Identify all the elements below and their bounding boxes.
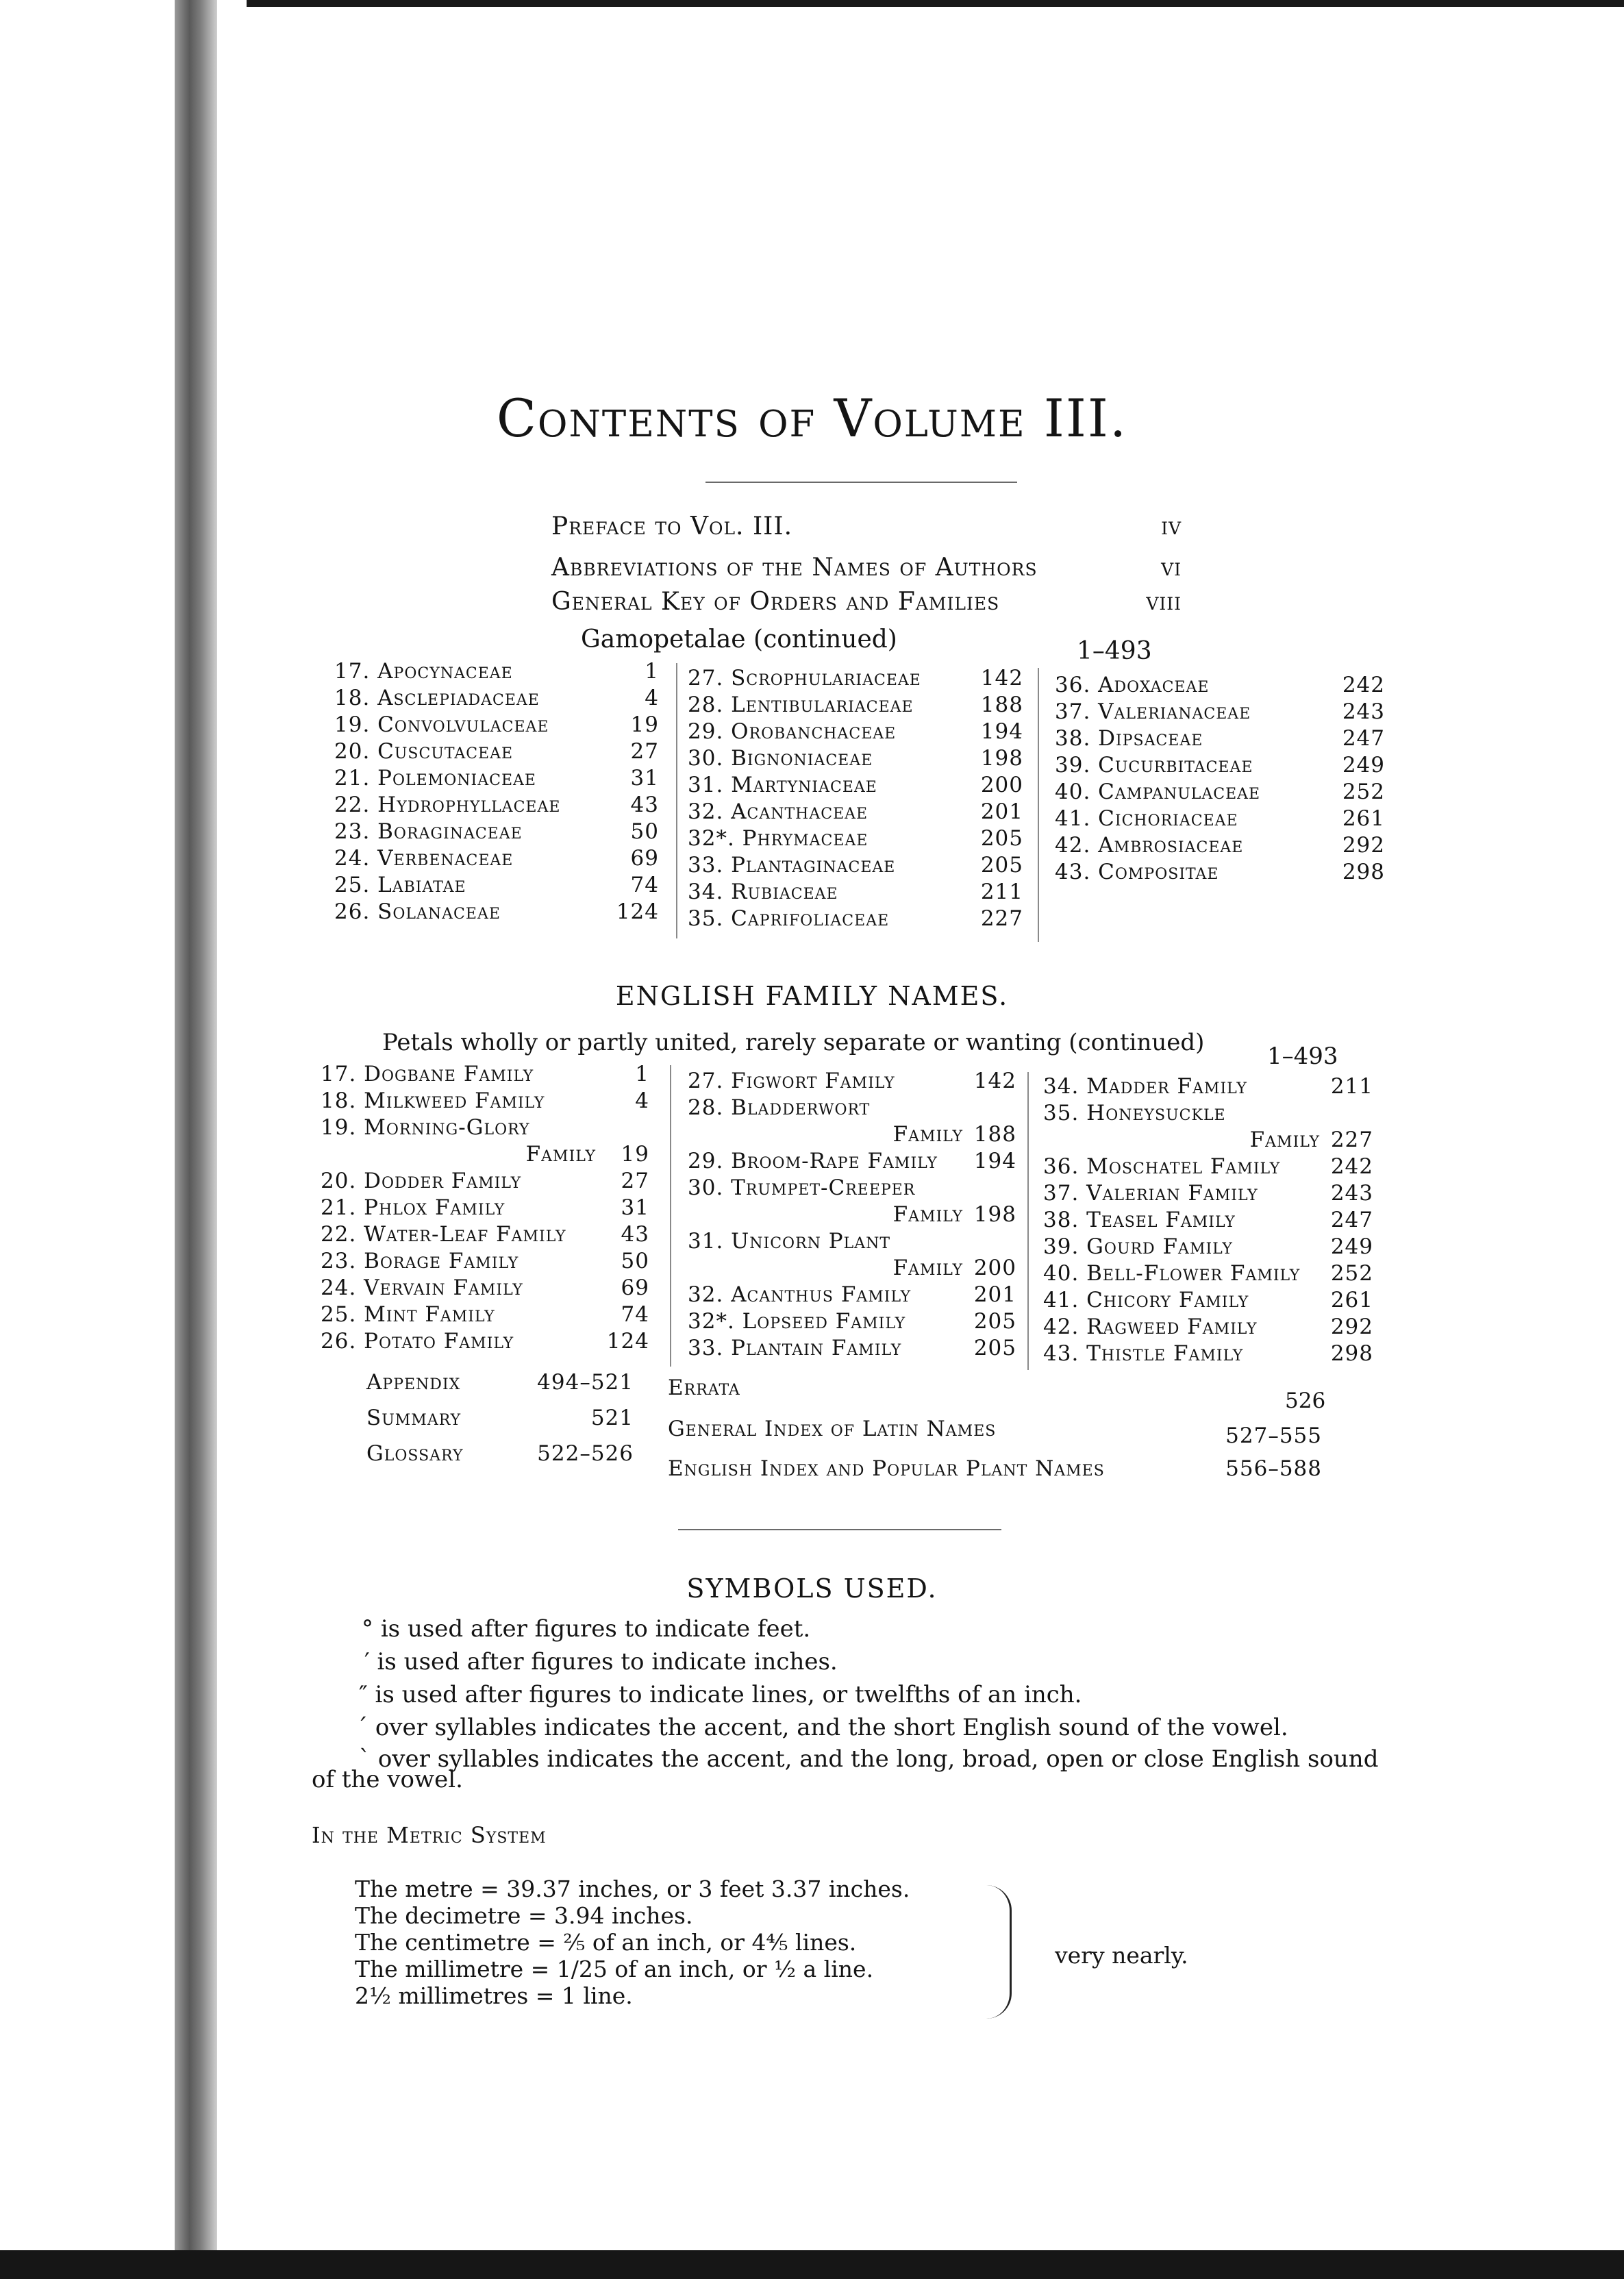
- back-matter-page: 522–526: [537, 1441, 634, 1466]
- symbol-mark: ˊ: [356, 1714, 368, 1741]
- symbol-line-feet: [362, 1615, 810, 1643]
- back-matter-errata-page: 526: [1285, 1388, 1326, 1413]
- front-matter-page: viii: [1146, 588, 1182, 616]
- toc-entry-page: 200: [973, 1256, 1016, 1280]
- symbol-text: is used after figures to indicate feet.: [380, 1615, 811, 1643]
- symbol-line-long-accent: [359, 1745, 1378, 1773]
- column-divider: [1038, 668, 1039, 942]
- toc-entry-page: 69: [630, 846, 659, 871]
- toc-entry-page: 205: [973, 1336, 1016, 1360]
- toc-entry-label: Family: [892, 1122, 963, 1147]
- toc-entry-label: 18. Asclepiadaceae: [334, 686, 540, 710]
- toc-entry-label: 30. Trumpet-Creeper: [688, 1175, 916, 1200]
- toc-entry: [321, 1249, 649, 1275]
- toc-entry-label: 43. Compositae: [1055, 860, 1219, 884]
- symbol-text: is used after figures to indicate inches.: [377, 1648, 838, 1676]
- toc-entry-page: 198: [973, 1202, 1016, 1227]
- symbols-heading: SYMBOLS USED.: [686, 1573, 938, 1604]
- toc-entry-page: 205: [973, 1309, 1016, 1334]
- back-matter-appendix: [366, 1370, 634, 1397]
- toc-entry-label: 21. Phlox Family: [321, 1195, 505, 1220]
- latin-group-pages: 1–493: [1077, 637, 1152, 665]
- toc-entry-label: 22. Water-Leaf Family: [321, 1222, 566, 1247]
- back-matter-glossary: [366, 1441, 634, 1469]
- toc-entry: [321, 1222, 649, 1249]
- toc-entry: [688, 1309, 1016, 1336]
- toc-entry: [688, 880, 1023, 906]
- toc-entry: [321, 1062, 649, 1088]
- toc-entry: [688, 853, 1023, 880]
- toc-entry: [334, 712, 659, 739]
- toc-entry-page: 227: [1330, 1128, 1373, 1152]
- toc-entry-label: 27. Figwort Family: [688, 1069, 895, 1093]
- english-group-pages: 1–493: [1267, 1043, 1338, 1070]
- toc-entry-label: 35. Honeysuckle: [1043, 1101, 1226, 1125]
- toc-entry-page: 252: [1342, 780, 1385, 804]
- symbol-line-lines: [359, 1681, 1082, 1708]
- toc-entry: [1043, 1341, 1373, 1368]
- toc-entry-label: 28. Bladderwort: [688, 1095, 871, 1120]
- toc-entry: [334, 899, 659, 926]
- toc-entry-label: 24. Verbenaceae: [334, 846, 514, 871]
- toc-entry: [1043, 1181, 1373, 1208]
- toc-entry-page: 194: [973, 1149, 1016, 1173]
- toc-entry-label: 35. Caprifoliaceae: [688, 906, 890, 931]
- toc-entry: [1055, 780, 1385, 806]
- front-matter-label: Preface to Vol. III.: [551, 512, 793, 540]
- column-divider: [676, 663, 677, 938]
- english-group-label: Petals wholly or partly united, rarely separate or wanting (continued): [382, 1029, 1205, 1056]
- toc-entry-label: 33. Plantain Family: [688, 1336, 902, 1360]
- toc-entry: [321, 1142, 649, 1169]
- toc-entry-label: 17. Dogbane Family: [321, 1062, 534, 1086]
- symbol-mark: ˋ: [359, 1745, 371, 1773]
- symbol-mark: ″: [359, 1681, 368, 1708]
- toc-entry-label: 28. Lentibulariaceae: [688, 693, 914, 717]
- toc-entry-page: 243: [1330, 1181, 1373, 1206]
- toc-entry-label: 17. Apocynaceae: [334, 659, 513, 684]
- toc-entry: [321, 1088, 649, 1115]
- toc-entry-label: 24. Vervain Family: [321, 1275, 523, 1300]
- front-matter-page: vi: [1161, 553, 1182, 582]
- toc-entry-page: 198: [980, 746, 1023, 771]
- back-matter-summary: [366, 1406, 634, 1433]
- toc-entry: [334, 659, 659, 686]
- toc-entry-label: Family: [525, 1142, 596, 1167]
- english-column-2: [688, 1069, 1016, 1362]
- metric-line-decimetre: The decimetre = 3.94 inches.: [355, 1902, 693, 1929]
- toc-entry-label: 25. Labiatae: [334, 873, 466, 897]
- symbol-mark: °: [362, 1615, 373, 1643]
- toc-entry-page: 188: [980, 693, 1023, 717]
- toc-entry-label: 22. Hydrophyllaceae: [334, 793, 561, 817]
- toc-entry: [1055, 833, 1385, 860]
- toc-entry-label: 19. Morning-Glory: [321, 1115, 530, 1140]
- toc-entry: [688, 1336, 1016, 1362]
- toc-entry-page: 74: [621, 1302, 649, 1327]
- back-matter-label: English Index and Popular Plant Names: [668, 1456, 1105, 1481]
- toc-entry: [321, 1169, 649, 1195]
- toc-entry-page: 243: [1342, 699, 1385, 724]
- toc-entry-label: 29. Orobanchaceae: [688, 719, 897, 744]
- toc-entry: [334, 686, 659, 712]
- toc-entry-page: 4: [645, 686, 659, 710]
- back-matter-errata: Errata: [668, 1375, 740, 1400]
- toc-entry-label: 41. Chicory Family: [1043, 1288, 1249, 1312]
- toc-entry-label: 39. Gourd Family: [1043, 1234, 1233, 1259]
- toc-entry: [688, 1122, 1016, 1149]
- toc-entry-label: 34. Madder Family: [1043, 1074, 1247, 1099]
- toc-entry: [688, 799, 1023, 826]
- metric-line-millimetre: The millimetre = 1/25 of an inch, or ½ a line.: [355, 1956, 874, 1982]
- toc-entry-label: 42. Ragweed Family: [1043, 1315, 1258, 1339]
- toc-entry-label: 32. Acanthaceae: [688, 799, 869, 824]
- toc-entry: [321, 1329, 649, 1356]
- toc-entry-label: 25. Mint Family: [321, 1302, 495, 1327]
- toc-entry-label: 37. Valerianaceae: [1055, 699, 1251, 724]
- toc-entry-label: 41. Cichoriaceae: [1055, 806, 1238, 831]
- toc-entry-page: 69: [621, 1275, 649, 1300]
- toc-entry-label: 37. Valerian Family: [1043, 1181, 1258, 1206]
- toc-entry: [1055, 726, 1385, 753]
- toc-entry: [334, 793, 659, 819]
- toc-entry-page: 252: [1330, 1261, 1373, 1286]
- toc-entry: [688, 1282, 1016, 1309]
- english-column-1: [321, 1062, 649, 1356]
- symbol-text: over syllables indicates the accent, and the short English sound of the vowel.: [375, 1714, 1288, 1741]
- symbol-mark: ′: [364, 1648, 370, 1676]
- toc-entry-page: 205: [980, 826, 1023, 851]
- front-matter-general-key: [551, 588, 1182, 616]
- toc-entry: [688, 1149, 1016, 1175]
- toc-entry-label: 40. Bell-Flower Family: [1043, 1261, 1301, 1286]
- toc-entry-page: 201: [980, 799, 1023, 824]
- toc-entry-label: 34. Rubiaceae: [688, 880, 838, 904]
- toc-entry-page: 201: [973, 1282, 1016, 1307]
- toc-entry: [321, 1115, 649, 1142]
- front-matter-abbreviations: [551, 553, 1182, 582]
- toc-entry: [1055, 753, 1385, 780]
- toc-entry-page: 242: [1342, 673, 1385, 697]
- column-divider: [670, 1065, 671, 1367]
- toc-entry-page: 19: [621, 1142, 649, 1167]
- toc-entry-label: Family: [1249, 1128, 1320, 1152]
- toc-entry-page: 227: [980, 906, 1023, 931]
- toc-entry: [1055, 699, 1385, 726]
- toc-entry-page: 247: [1330, 1208, 1373, 1232]
- toc-entry-page: 142: [973, 1069, 1016, 1093]
- toc-entry-label: 42. Ambrosiaceae: [1055, 833, 1244, 858]
- latin-column-1: [334, 659, 659, 926]
- toc-entry: [1043, 1074, 1373, 1101]
- toc-entry-label: 32*. Phrymaceae: [688, 826, 869, 851]
- toc-entry-label: 27. Scrophulariaceae: [688, 666, 921, 690]
- toc-entry-label: 39. Cucurbitaceae: [1055, 753, 1253, 777]
- toc-entry-page: 1: [645, 659, 659, 684]
- toc-entry-label: 29. Broom-Rape Family: [688, 1149, 938, 1173]
- back-matter-page: 527–555: [1225, 1423, 1322, 1448]
- toc-entry-label: 36. Adoxaceae: [1055, 673, 1210, 697]
- toc-entry-page: 74: [630, 873, 659, 897]
- toc-entry-label: Family: [892, 1202, 963, 1227]
- back-matter-page: 494–521: [537, 1370, 634, 1395]
- toc-entry: [321, 1195, 649, 1222]
- toc-entry: [1043, 1154, 1373, 1181]
- toc-entry-page: 200: [980, 773, 1023, 797]
- metric-heading: In the Metric System: [312, 1822, 547, 1848]
- toc-entry-label: 40. Campanulaceae: [1055, 780, 1261, 804]
- toc-entry-page: 211: [1330, 1074, 1373, 1099]
- toc-entry-page: 31: [621, 1195, 649, 1220]
- toc-entry-page: 298: [1342, 860, 1385, 884]
- toc-entry-label: 38. Teasel Family: [1043, 1208, 1236, 1232]
- back-matter-label: Summary: [366, 1406, 462, 1430]
- toc-entry: [1043, 1234, 1373, 1261]
- toc-entry-label: Family: [892, 1256, 963, 1280]
- toc-entry: [1055, 860, 1385, 886]
- toc-entry-page: 211: [980, 880, 1023, 904]
- front-matter-label: General Key of Orders and Families: [551, 588, 1000, 616]
- toc-entry-page: 194: [980, 719, 1023, 744]
- toc-entry: [688, 746, 1023, 773]
- toc-entry: [1043, 1208, 1373, 1234]
- toc-entry-page: 19: [630, 712, 659, 737]
- toc-entry: [334, 766, 659, 793]
- front-matter-preface: [551, 512, 1182, 540]
- toc-entry-label: 43. Thistle Family: [1043, 1341, 1244, 1366]
- toc-entry-page: 205: [980, 853, 1023, 877]
- symbol-continuation: of the vowel.: [312, 1766, 463, 1793]
- toc-entry: [1055, 806, 1385, 833]
- back-matter-label: Appendix: [366, 1370, 461, 1395]
- metric-line-two-and-half: 2½ millimetres = 1 line.: [355, 1982, 633, 2009]
- toc-entry-page: 188: [973, 1122, 1016, 1147]
- toc-entry-page: 43: [621, 1222, 649, 1247]
- toc-entry: [1043, 1128, 1373, 1154]
- toc-entry-page: 27: [621, 1169, 649, 1193]
- metric-line-metre: The metre = 39.37 inches, or 3 feet 3.37 inches.: [355, 1876, 910, 1902]
- toc-entry-page: 261: [1342, 806, 1385, 831]
- toc-entry: [1043, 1261, 1373, 1288]
- toc-entry-label: 26. Solanaceae: [334, 899, 501, 924]
- toc-entry-label: 32. Acanthus Family: [688, 1282, 912, 1307]
- toc-entry: [688, 719, 1023, 746]
- front-matter-label: Abbreviations of the Names of Authors: [551, 553, 1038, 582]
- toc-entry-label: 23. Boraginaceae: [334, 819, 523, 844]
- toc-entry-label: 20. Cuscutaceae: [334, 739, 514, 764]
- toc-entry-page: 249: [1330, 1234, 1373, 1259]
- toc-entry-page: 50: [630, 819, 659, 844]
- toc-entry-page: 43: [630, 793, 659, 817]
- toc-entry: [321, 1302, 649, 1329]
- toc-entry: [688, 906, 1023, 933]
- toc-entry: [688, 773, 1023, 799]
- title-rule: [705, 482, 1017, 483]
- toc-entry: [1043, 1288, 1373, 1315]
- toc-entry-label: 23. Borage Family: [321, 1249, 519, 1273]
- latin-column-3: [1055, 673, 1385, 886]
- toc-entry: [321, 1275, 649, 1302]
- english-heading: ENGLISH FAMILY NAMES.: [615, 981, 1009, 1011]
- toc-entry: [688, 826, 1023, 853]
- toc-entry-label: 18. Milkweed Family: [321, 1088, 545, 1113]
- toc-entry-label: 21. Polemoniaceae: [334, 766, 536, 790]
- toc-entry: [688, 1095, 1016, 1122]
- toc-entry: [334, 846, 659, 873]
- toc-entry: [688, 1202, 1016, 1229]
- symbol-line-short-accent: [356, 1714, 1288, 1741]
- toc-entry-page: 242: [1330, 1154, 1373, 1179]
- toc-entry: [688, 1229, 1016, 1256]
- toc-entry: [688, 1175, 1016, 1202]
- book-spine-shadow: [175, 0, 217, 2279]
- toc-entry-label: 26. Potato Family: [321, 1329, 514, 1354]
- toc-entry-label: 30. Bignoniaceae: [688, 746, 873, 771]
- toc-entry: [334, 739, 659, 766]
- toc-entry-label: 32*. Lopseed Family: [688, 1309, 906, 1334]
- toc-entry: [688, 693, 1023, 719]
- toc-entry-page: 142: [980, 666, 1023, 690]
- front-matter-page: iv: [1161, 512, 1182, 540]
- toc-entry-page: 261: [1330, 1288, 1373, 1312]
- page-title: Contents of Volume III.: [496, 388, 1128, 449]
- toc-entry: [688, 1256, 1016, 1282]
- latin-group-label: Gamopetalae (continued): [581, 625, 897, 653]
- toc-entry-page: 247: [1342, 726, 1385, 751]
- latin-column-2: [688, 666, 1023, 933]
- toc-entry: [334, 819, 659, 846]
- toc-entry: [1043, 1101, 1373, 1128]
- metric-note: very nearly.: [1055, 1942, 1188, 1969]
- back-matter-page: 556–588: [1225, 1456, 1322, 1481]
- toc-entry-label: 36. Moschatel Family: [1043, 1154, 1281, 1179]
- toc-entry-label: 38. Dipsaceae: [1055, 726, 1203, 751]
- toc-entry-page: 124: [606, 1329, 649, 1354]
- section-rule: [678, 1529, 1001, 1530]
- toc-entry-label: 19. Convolvulaceae: [334, 712, 549, 737]
- toc-entry-label: 31. Unicorn Plant: [688, 1229, 891, 1254]
- toc-entry-page: 124: [616, 899, 659, 924]
- toc-entry-page: 1: [635, 1062, 649, 1086]
- toc-entry-page: 50: [621, 1249, 649, 1273]
- toc-entry-page: 31: [630, 766, 659, 790]
- scan-top-edge: [247, 0, 1624, 7]
- toc-entry-page: 298: [1330, 1341, 1373, 1366]
- toc-entry-page: 292: [1342, 833, 1385, 858]
- metric-brace: [986, 1885, 1012, 2019]
- toc-entry-label: 33. Plantaginaceae: [688, 853, 896, 877]
- back-matter-label: Glossary: [366, 1441, 464, 1466]
- back-matter-label: General Index of Latin Names: [668, 1417, 997, 1441]
- toc-entry: [1043, 1315, 1373, 1341]
- toc-entry: [688, 1069, 1016, 1095]
- english-column-3: [1043, 1074, 1373, 1368]
- back-matter-latin-index: [668, 1417, 1322, 1448]
- toc-entry-label: 20. Dodder Family: [321, 1169, 522, 1193]
- toc-entry-page: 249: [1342, 753, 1385, 777]
- back-matter-page: 521: [590, 1406, 634, 1430]
- symbol-text: is used after figures to indicate lines, or twelfths of an inch.: [375, 1681, 1082, 1708]
- symbol-text: over syllables indicates the accent, and the long, broad, open or close English sound: [377, 1745, 1379, 1773]
- back-matter-english-index: [668, 1456, 1322, 1481]
- metric-line-centimetre: The centimetre = ⅖ of an inch, or 4⅘ lines.: [355, 1929, 857, 1956]
- toc-entry: [1055, 673, 1385, 699]
- toc-entry-page: 27: [630, 739, 659, 764]
- toc-entry-label: 31. Martyniaceae: [688, 773, 877, 797]
- toc-entry-page: 4: [635, 1088, 649, 1113]
- toc-entry: [688, 666, 1023, 693]
- symbol-line-inches: [364, 1648, 838, 1676]
- toc-entry: [334, 873, 659, 899]
- toc-entry-page: 292: [1330, 1315, 1373, 1339]
- scan-bottom-edge: [0, 2250, 1624, 2279]
- column-divider: [1027, 1072, 1029, 1370]
